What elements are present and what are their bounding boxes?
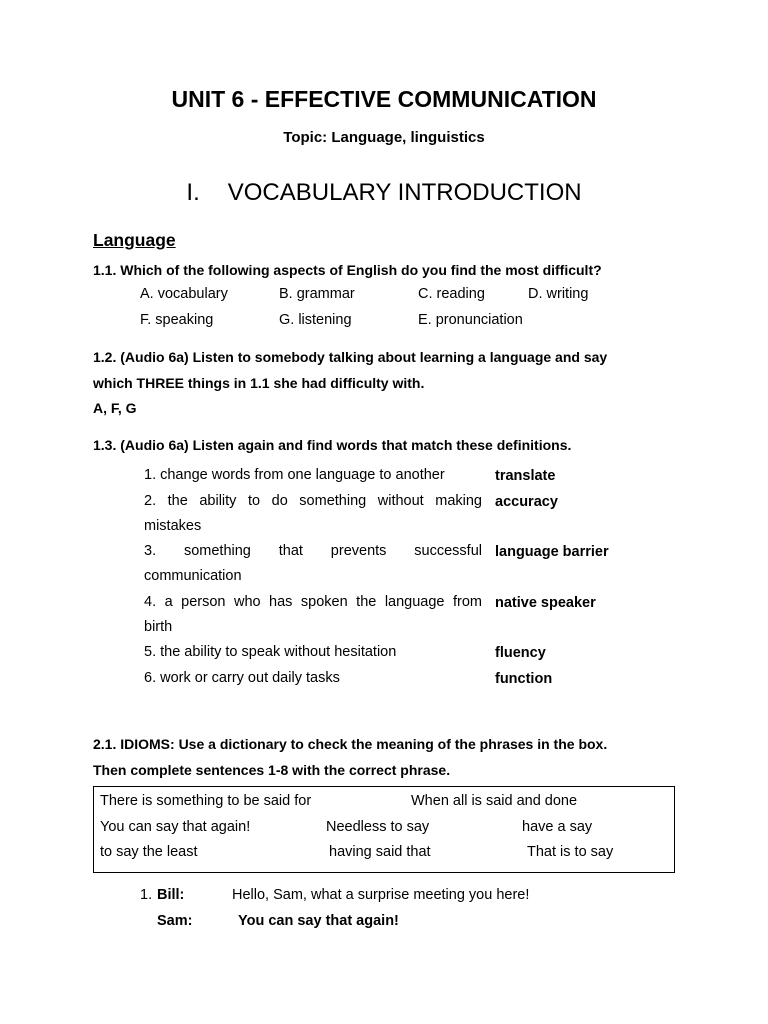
- phrase-8: That is to say: [527, 844, 614, 860]
- question-2-1-line2: Then complete sentences 1-8 with the correct phrase.: [93, 762, 451, 778]
- definition-2-line2: mistakes: [144, 518, 202, 534]
- option-e: E. pronunciation: [418, 312, 523, 328]
- phrase-5: have a say: [522, 819, 593, 835]
- answer-2: accuracy: [495, 494, 558, 510]
- definition-4-line1: 4. a person who has spoken the language from: [144, 594, 482, 610]
- answer-3: language barrier: [495, 544, 609, 560]
- option-c: C. reading: [418, 286, 485, 302]
- question-1-3: 1.3. (Audio 6a) Listen again and find words that match these definitions.: [93, 437, 572, 453]
- option-d: D. writing: [528, 286, 589, 302]
- section-number: I.: [186, 179, 200, 206]
- answer-1: translate: [495, 468, 556, 484]
- option-a: A. vocabulary: [140, 286, 228, 302]
- question-1-2-line1: 1.2. (Audio 6a) Listen to somebody talking about learning a language and say: [93, 349, 608, 365]
- phrase-7: having said that: [329, 844, 431, 860]
- option-g: G. listening: [279, 312, 352, 328]
- question-1-2-line2: which THREE things in 1.1 she had difficulty with.: [93, 375, 425, 391]
- dialogue-number: 1.: [140, 887, 153, 903]
- definition-2-line1: 2. the ability to do something without making: [144, 493, 482, 509]
- question-2-1-line1: 2.1. IDIOMS: Use a dictionary to check the meaning of the phrases in the box.: [93, 736, 608, 752]
- option-b: B. grammar: [279, 286, 355, 302]
- answer-6: function: [495, 671, 553, 687]
- definition-5: 5. the ability to speak without hesitation: [144, 644, 397, 660]
- question-1-1: 1.1. Which of the following aspects of English do you find the most difficult?: [93, 262, 602, 278]
- option-f: F. speaking: [140, 312, 214, 328]
- answer-5: fluency: [495, 645, 546, 661]
- dialogue-line-bill: Hello, Sam, what a surprise meeting you here!: [232, 887, 530, 903]
- phrase-1: There is something to be said for: [100, 793, 312, 809]
- unit-title: UNIT 6 - EFFECTIVE COMMUNICATION: [171, 86, 597, 112]
- question-1-2-answer: A, F, G: [93, 400, 137, 416]
- dialogue-speaker-sam: Sam:: [157, 913, 193, 929]
- phrase-2: When all is said and done: [411, 793, 578, 809]
- definition-4-line2: birth: [144, 619, 173, 635]
- topic-line: Topic: Language, linguistics: [283, 129, 485, 146]
- dialogue-line-sam: You can say that again!: [238, 913, 399, 929]
- section-label: VOCABULARY INTRODUCTION: [227, 179, 582, 206]
- phrase-3: You can say that again!: [100, 819, 251, 835]
- subheading-language: Language: [93, 230, 176, 250]
- phrase-6: to say the least: [100, 844, 198, 860]
- definition-6: 6. work or carry out daily tasks: [144, 670, 340, 686]
- section-heading: [0, 179, 768, 207]
- definition-1: 1. change words from one language to another: [144, 467, 445, 483]
- definition-3-line1: 3. something that prevents successful: [144, 543, 482, 559]
- answer-4: native speaker: [495, 595, 596, 611]
- phrase-4: Needless to say: [326, 819, 430, 835]
- definition-3-line2: communication: [144, 568, 242, 584]
- dialogue-speaker-bill: Bill:: [157, 887, 185, 903]
